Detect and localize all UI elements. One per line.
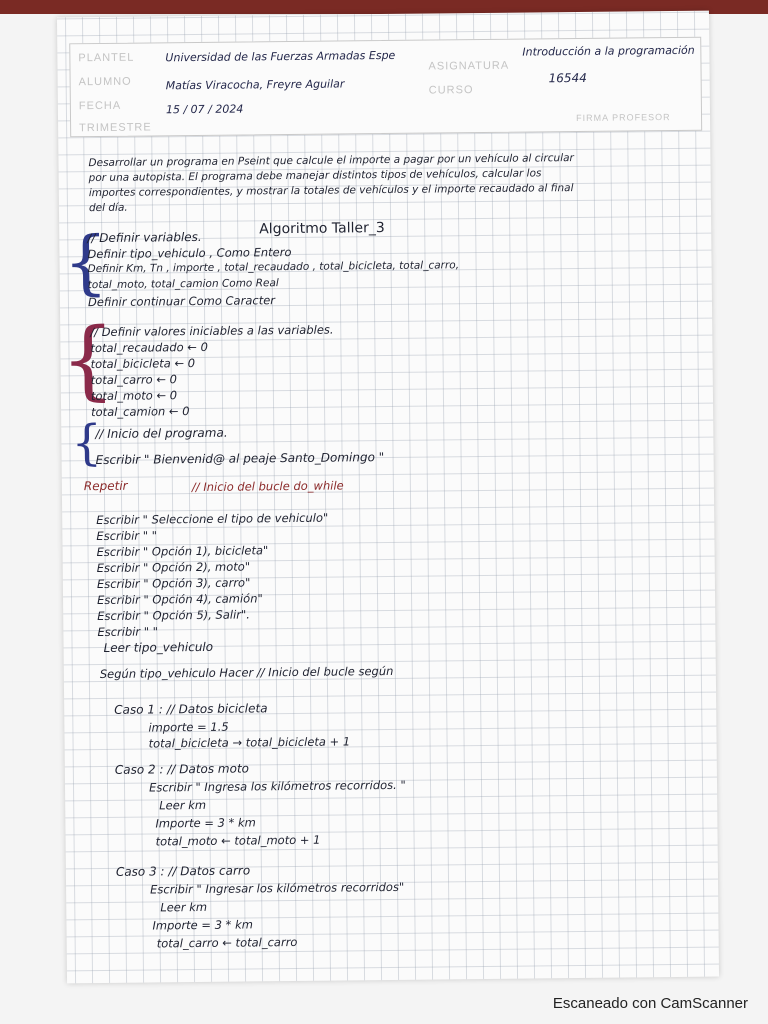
statement-line: Desarrollar un programa en Pseint que calcule el importe a pagar por un vehículo al circular — [88, 152, 574, 170]
value-curso: 16544 — [548, 70, 587, 86]
code-line: Escribir " Opción 2), moto" — [96, 559, 251, 576]
brace-init: { — [60, 309, 116, 411]
statement-line: del día. — [88, 201, 128, 215]
code-line: total_moto ← total_moto + 1 — [155, 832, 321, 849]
code-line: total_carro ← 0 — [90, 372, 178, 388]
code-line: total_moto ← 0 — [90, 388, 178, 404]
code-line: total_bicicleta → total_bicicleta + 1 — [148, 734, 351, 751]
caso-head: Caso 2 : // Datos moto — [114, 761, 250, 777]
statement-line: importes correspondientes, y mostrar la totales de vehículos y el importe recaudado al final — [88, 182, 574, 200]
algorithm-title: Algoritmo Taller_3 — [259, 220, 385, 238]
code-line: total_recaudado ← 0 — [90, 339, 208, 356]
label-alumno: ALUMNO — [78, 75, 132, 89]
code-line: Leer km — [160, 899, 208, 915]
code-line: total_carro ← total_carro — [156, 934, 298, 951]
code-line: Escribir " Opción 4), camión" — [96, 591, 263, 608]
notebook-page — [57, 11, 719, 984]
code-line: Escribir " Opción 3), carro" — [96, 575, 251, 592]
code-line: Escribir " Opción 5), Salir". — [97, 607, 250, 624]
caso-head: Caso 1 : // Datos bicicleta — [114, 701, 268, 717]
header-form — [69, 37, 702, 138]
repeat-comment: // Inicio del bucle do_while — [191, 478, 344, 495]
brace-variables: { — [63, 220, 109, 304]
code-line: Escribir " " — [97, 624, 159, 640]
label-firma-profesor: FIRMA PROFESOR — [575, 112, 671, 124]
code-line: Definir continuar Como Caracter — [87, 293, 276, 310]
code-line: Leer km — [159, 797, 207, 813]
brace-start: { — [71, 414, 103, 472]
caso-head: Caso 3 : // Datos carro — [115, 863, 251, 879]
code-line: importe = 1.5 — [148, 719, 229, 735]
label-curso: CURSO — [428, 84, 474, 97]
code-line: Escribir " Bienvenid@ al peaje Santo_Domingo " — [95, 450, 385, 468]
code-line: Escribir " Seleccione el tipo de vehiculo" — [96, 510, 329, 528]
label-trimestre: TRIMESTRE — [79, 121, 152, 135]
value-alumno: Matías Viracocha, Freyre Aguilar — [165, 77, 345, 93]
code-line: total_camion ← 0 — [91, 404, 190, 420]
code-line: // Definir variables. — [87, 229, 202, 246]
label-asignatura: ASIGNATURA — [428, 59, 510, 73]
code-line: Escribir " Ingresar los kilómetros recorridos" — [150, 879, 405, 897]
value-plantel: Universidad de las Fuerzas Armadas Espe — [165, 48, 396, 65]
code-line: Importe = 3 * km — [155, 815, 256, 831]
value-fecha: 15 / 07 / 2024 — [165, 102, 244, 117]
code-line: // Inicio del programa. — [95, 425, 228, 442]
camscanner-watermark: Escaneado con CamScanner — [552, 995, 748, 1012]
statement-line: por una autopista. El programa debe manejar distintos tipos de vehículos, calcular los — [88, 167, 542, 185]
value-asignatura: Introducción a la programación — [522, 43, 695, 59]
code-line: // Definir valores iniciables a las variables. — [90, 322, 334, 340]
label-fecha: FECHA — [78, 99, 122, 113]
segun-line: Según tipo_vehiculo Hacer // Inicio del bucle según — [99, 663, 394, 682]
code-line: Escribir " Ingresa los kilómetros recorridos. " — [148, 777, 406, 795]
label-plantel: PLANTEL — [78, 51, 135, 65]
code-line: Importe = 3 * km — [152, 917, 253, 933]
repeat-keyword: Repetir — [83, 478, 128, 494]
code-line: Escribir " Opción 1), bicicleta" — [96, 543, 269, 560]
code-line: total_bicicleta ← 0 — [90, 356, 196, 372]
code-line: total_moto, total_camion Como Real — [87, 277, 279, 292]
code-line: Leer tipo_vehiculo — [103, 639, 214, 655]
code-line: Definir tipo_vehiculo , Como Entero — [87, 244, 292, 262]
code-line: Escribir " " — [96, 528, 158, 544]
code-line: Definir Km, Tn , importe , total_recaudado , total_bicicleta, total_carro, — [87, 259, 460, 276]
